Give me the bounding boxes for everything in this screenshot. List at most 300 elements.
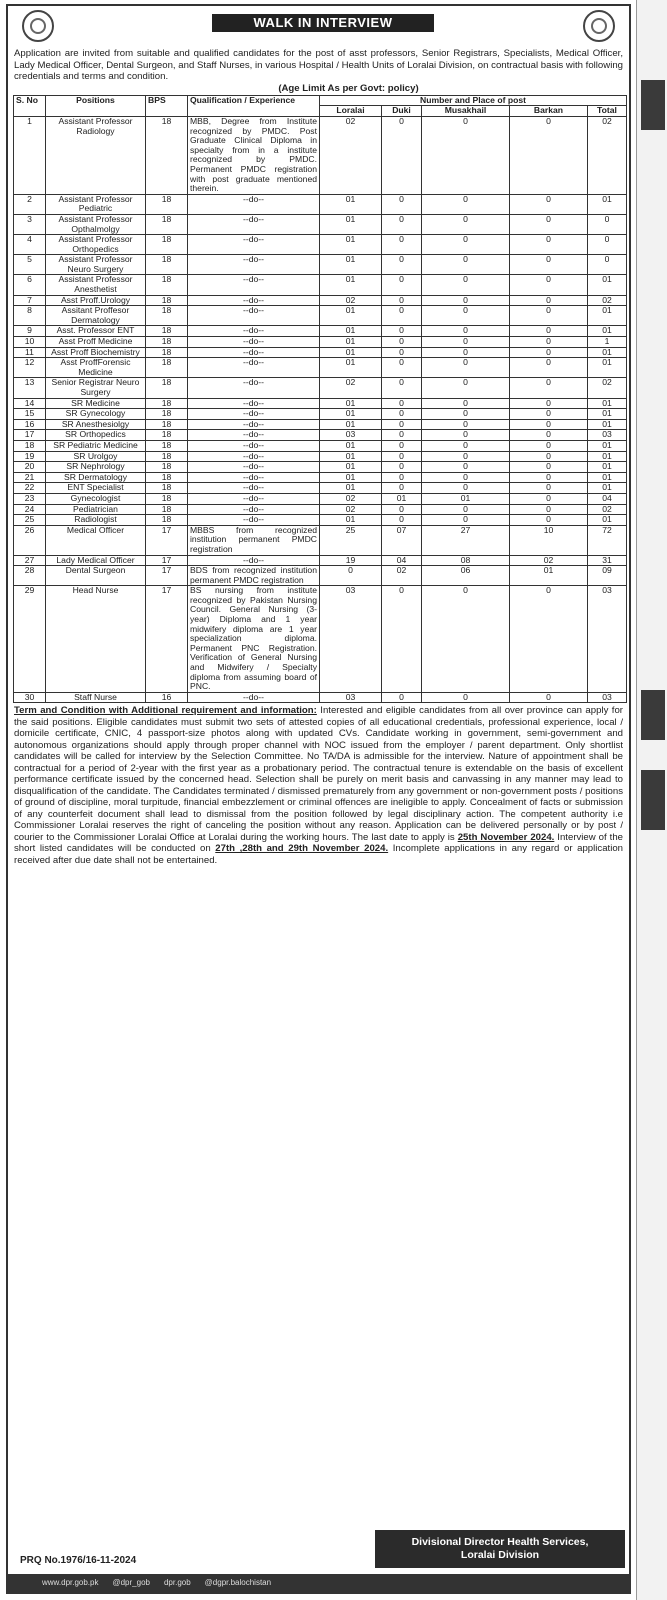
table-row xyxy=(14,358,627,378)
cell-barkan: 0 xyxy=(510,409,588,420)
cell-qual: MBB, Degree from Institute recognized by PMDC. Post Graduate Clinical Diploma in specialty from in a institute recognized by PMDC. Permanent PMDC registration with post graduate mentioned therein. xyxy=(188,116,320,194)
cell-musakhail: 0 xyxy=(422,347,510,358)
cell-position: Medical Officer xyxy=(46,525,146,555)
cell-sno: 5 xyxy=(14,255,46,275)
social-links-bar xyxy=(8,1574,629,1592)
cell-bps: 18 xyxy=(146,398,188,409)
cell-loralai: 01 xyxy=(320,347,382,358)
interview-dates: 27th ,28th and 29th November 2024. xyxy=(215,843,389,855)
cell-sno: 4 xyxy=(14,235,46,255)
cell-duki: 0 xyxy=(382,398,422,409)
cell-bps: 18 xyxy=(146,504,188,515)
cell-loralai: 01 xyxy=(320,409,382,420)
cell-bps: 18 xyxy=(146,326,188,337)
social-link[interactable]: @dgpr.balochistan xyxy=(204,1578,272,1587)
cell-total: 1 xyxy=(588,337,627,348)
adjacent-dark-block xyxy=(641,690,665,740)
page-title: WALK IN INTERVIEW xyxy=(212,14,434,32)
cell-bps: 17 xyxy=(146,555,188,566)
social-link[interactable]: @dpr_gob xyxy=(112,1578,150,1587)
cell-bps: 17 xyxy=(146,586,188,693)
cell-total: 01 xyxy=(588,515,627,526)
cell-qual: --do-- xyxy=(188,419,320,430)
cell-sno: 6 xyxy=(14,275,46,295)
cell-bps: 18 xyxy=(146,493,188,504)
cell-sno: 20 xyxy=(14,462,46,473)
cell-sno: 10 xyxy=(14,337,46,348)
cell-position: Asst. Professor ENT xyxy=(46,326,146,337)
table-row xyxy=(14,337,627,348)
cell-barkan: 10 xyxy=(510,525,588,555)
adjacent-page-edge xyxy=(636,0,667,1600)
cell-qual: --do-- xyxy=(188,194,320,214)
cell-total: 01 xyxy=(588,451,627,462)
cell-position: SR Gynecology xyxy=(46,409,146,420)
cell-duki: 0 xyxy=(382,194,422,214)
cell-barkan: 0 xyxy=(510,214,588,234)
table-row xyxy=(14,347,627,358)
social-link[interactable]: dpr.gob xyxy=(163,1578,191,1587)
cell-loralai: 02 xyxy=(320,295,382,306)
cell-sno: 18 xyxy=(14,440,46,451)
cell-bps: 18 xyxy=(146,419,188,430)
cell-musakhail: 0 xyxy=(422,462,510,473)
cell-duki: 0 xyxy=(382,255,422,275)
cell-duki: 0 xyxy=(382,116,422,194)
cell-duki: 0 xyxy=(382,483,422,494)
table-row xyxy=(14,326,627,337)
cell-musakhail: 0 xyxy=(422,358,510,378)
terms-and-conditions xyxy=(8,703,629,866)
cell-loralai: 02 xyxy=(320,493,382,504)
cell-qual: --do-- xyxy=(188,255,320,275)
header-total: Total xyxy=(588,106,627,117)
cell-musakhail: 0 xyxy=(422,116,510,194)
cell-total: 01 xyxy=(588,409,627,420)
cell-qual: BDS from recognized institution permanent PMDC registration xyxy=(188,566,320,586)
cell-qual: --do-- xyxy=(188,275,320,295)
cell-musakhail: 0 xyxy=(422,306,510,326)
cell-musakhail: 0 xyxy=(422,326,510,337)
table-row xyxy=(14,472,627,483)
cell-qual: --do-- xyxy=(188,306,320,326)
cell-bps: 18 xyxy=(146,358,188,378)
cell-total: 01 xyxy=(588,472,627,483)
cell-position: SR Orthopedics xyxy=(46,430,146,441)
cell-total: 09 xyxy=(588,566,627,586)
cell-position: SR Nephrology xyxy=(46,462,146,473)
cell-position: Assistant Professor Pediatric xyxy=(46,194,146,214)
cell-duki: 0 xyxy=(382,337,422,348)
table-row xyxy=(14,451,627,462)
table-row xyxy=(14,419,627,430)
cell-total: 02 xyxy=(588,116,627,194)
cell-musakhail: 0 xyxy=(422,692,510,703)
cell-barkan: 0 xyxy=(510,255,588,275)
cell-position: Senior Registrar Neuro Surgery xyxy=(46,378,146,398)
cell-position: Gynecologist xyxy=(46,493,146,504)
cell-loralai: 01 xyxy=(320,515,382,526)
cell-position: Lady Medical Officer xyxy=(46,555,146,566)
cell-loralai: 01 xyxy=(320,337,382,348)
cell-duki: 0 xyxy=(382,451,422,462)
interview-text: Interview of the short listed candidates will be conducted on xyxy=(14,831,624,855)
cell-barkan: 0 xyxy=(510,306,588,326)
intro-paragraph: Application are invited from suitable and qualified candidates for the post of asst professors, Senior Registrars, Specialists, Medical Officer, Lady Medical Officer, Dental Surgeon, and Staff Nurses, in various Hospital / Health Units of Loralai Division, on contractual basis with following credentials and terms and condition. xyxy=(14,48,623,83)
cell-duki: 0 xyxy=(382,462,422,473)
cell-sno: 17 xyxy=(14,430,46,441)
cell-position: Staff Nurse xyxy=(46,692,146,703)
cell-total: 01 xyxy=(588,358,627,378)
cell-musakhail: 0 xyxy=(422,378,510,398)
cell-loralai: 02 xyxy=(320,504,382,515)
cell-total: 01 xyxy=(588,483,627,494)
cell-barkan: 0 xyxy=(510,295,588,306)
table-row xyxy=(14,295,627,306)
cell-bps: 18 xyxy=(146,472,188,483)
cell-barkan: 0 xyxy=(510,692,588,703)
cell-qual: MBBS from recognized institution permanent PMDC registration xyxy=(188,525,320,555)
cell-qual: --do-- xyxy=(188,378,320,398)
cell-barkan: 0 xyxy=(510,419,588,430)
table-row xyxy=(14,275,627,295)
cell-bps: 18 xyxy=(146,430,188,441)
cell-bps: 18 xyxy=(146,378,188,398)
cell-bps: 18 xyxy=(146,347,188,358)
cell-loralai: 01 xyxy=(320,419,382,430)
cell-total: 02 xyxy=(588,295,627,306)
posts-table xyxy=(13,95,627,704)
cell-duki: 0 xyxy=(382,378,422,398)
cell-qual: --do-- xyxy=(188,214,320,234)
header-musakhail: Musakhail xyxy=(422,106,510,117)
cell-total: 01 xyxy=(588,398,627,409)
cell-bps: 18 xyxy=(146,235,188,255)
cell-sno: 22 xyxy=(14,483,46,494)
cell-sno: 3 xyxy=(14,214,46,234)
cell-sno: 13 xyxy=(14,378,46,398)
cell-total: 02 xyxy=(588,378,627,398)
cell-position: Head Nurse xyxy=(46,586,146,693)
cell-position: SR Pediatric Medicine xyxy=(46,440,146,451)
cell-qual: --do-- xyxy=(188,337,320,348)
cell-qual: --do-- xyxy=(188,235,320,255)
table-row xyxy=(14,462,627,473)
table-row xyxy=(14,483,627,494)
cell-total: 01 xyxy=(588,326,627,337)
cell-sno: 27 xyxy=(14,555,46,566)
cell-sno: 1 xyxy=(14,116,46,194)
cell-total: 0 xyxy=(588,255,627,275)
header-bps: BPS xyxy=(146,95,188,116)
cell-barkan: 0 xyxy=(510,358,588,378)
cell-musakhail: 0 xyxy=(422,440,510,451)
cell-total: 04 xyxy=(588,493,627,504)
cell-duki: 0 xyxy=(382,692,422,703)
cell-total: 0 xyxy=(588,214,627,234)
table-row xyxy=(14,306,627,326)
cell-sno: 23 xyxy=(14,493,46,504)
advertisement xyxy=(6,4,631,1594)
cell-musakhail: 0 xyxy=(422,255,510,275)
cell-musakhail: 0 xyxy=(422,586,510,693)
cell-loralai: 01 xyxy=(320,326,382,337)
social-link[interactable]: www.dpr.gob.pk xyxy=(42,1578,99,1587)
cell-qual: --do-- xyxy=(188,555,320,566)
table-row xyxy=(14,525,627,555)
cell-position: SR Dermatology xyxy=(46,472,146,483)
cell-position: Asst Proff Biochemistry xyxy=(46,347,146,358)
cell-bps: 18 xyxy=(146,275,188,295)
table-row xyxy=(14,692,627,703)
header-duki: Duki xyxy=(382,106,422,117)
header-sno: S. No xyxy=(14,95,46,116)
header-place-group: Number and Place of post xyxy=(320,95,627,106)
cell-barkan: 02 xyxy=(510,555,588,566)
cell-qual: --do-- xyxy=(188,692,320,703)
cell-loralai: 01 xyxy=(320,255,382,275)
cell-position: Assistant Professor Orthopedics xyxy=(46,235,146,255)
cell-sno: 24 xyxy=(14,504,46,515)
cell-duki: 0 xyxy=(382,306,422,326)
cell-qual: --do-- xyxy=(188,430,320,441)
cell-barkan: 0 xyxy=(510,194,588,214)
cell-bps: 18 xyxy=(146,116,188,194)
cell-sno: 19 xyxy=(14,451,46,462)
cell-qual: --do-- xyxy=(188,326,320,337)
cell-loralai: 02 xyxy=(320,378,382,398)
table-row xyxy=(14,235,627,255)
cell-bps: 18 xyxy=(146,515,188,526)
cell-duki: 01 xyxy=(382,493,422,504)
prq-number: PRQ No.1976/16-11-2024 xyxy=(20,1555,137,1566)
cell-duki: 0 xyxy=(382,275,422,295)
cell-duki: 0 xyxy=(382,515,422,526)
cell-duki: 0 xyxy=(382,504,422,515)
cell-loralai: 01 xyxy=(320,358,382,378)
cell-loralai: 01 xyxy=(320,462,382,473)
cell-loralai: 25 xyxy=(320,525,382,555)
adjacent-dark-block xyxy=(641,80,665,130)
cell-musakhail: 0 xyxy=(422,504,510,515)
cell-loralai: 01 xyxy=(320,235,382,255)
cell-sno: 25 xyxy=(14,515,46,526)
cell-sno: 9 xyxy=(14,326,46,337)
cell-loralai: 01 xyxy=(320,194,382,214)
cell-duki: 07 xyxy=(382,525,422,555)
cell-musakhail: 0 xyxy=(422,430,510,441)
cell-loralai: 01 xyxy=(320,214,382,234)
cell-qual: --do-- xyxy=(188,472,320,483)
cell-barkan: 0 xyxy=(510,515,588,526)
cell-loralai: 01 xyxy=(320,472,382,483)
table-row xyxy=(14,378,627,398)
cell-position: Pediatrician xyxy=(46,504,146,515)
cell-qual: --do-- xyxy=(188,358,320,378)
cell-musakhail: 0 xyxy=(422,409,510,420)
table-row xyxy=(14,409,627,420)
cell-position: Asst Proff.Urology xyxy=(46,295,146,306)
cell-duki: 02 xyxy=(382,566,422,586)
cell-barkan: 0 xyxy=(510,337,588,348)
cell-position: Dental Surgeon xyxy=(46,566,146,586)
cell-qual: --do-- xyxy=(188,515,320,526)
cell-barkan: 0 xyxy=(510,235,588,255)
cell-musakhail: 0 xyxy=(422,275,510,295)
table-row xyxy=(14,440,627,451)
cell-loralai: 01 xyxy=(320,275,382,295)
cell-total: 01 xyxy=(588,347,627,358)
cell-position: SR Medicine xyxy=(46,398,146,409)
cell-total: 03 xyxy=(588,430,627,441)
cell-bps: 18 xyxy=(146,214,188,234)
cell-bps: 18 xyxy=(146,409,188,420)
government-emblem-icon xyxy=(22,10,54,42)
cell-duki: 04 xyxy=(382,555,422,566)
cell-loralai: 19 xyxy=(320,555,382,566)
cell-bps: 18 xyxy=(146,462,188,473)
cell-duki: 0 xyxy=(382,409,422,420)
terms-heading: Term and Condition with Additional requirement and information: xyxy=(14,705,317,717)
cell-total: 01 xyxy=(588,306,627,326)
cell-qual: --do-- xyxy=(188,347,320,358)
cell-duki: 0 xyxy=(382,326,422,337)
header xyxy=(8,6,629,50)
cell-loralai: 0 xyxy=(320,566,382,586)
health-department-emblem-icon xyxy=(583,10,615,42)
cell-qual: --do-- xyxy=(188,409,320,420)
cell-bps: 18 xyxy=(146,440,188,451)
cell-barkan: 0 xyxy=(510,451,588,462)
cell-duki: 0 xyxy=(382,440,422,451)
cell-musakhail: 06 xyxy=(422,566,510,586)
cell-barkan: 0 xyxy=(510,440,588,451)
cell-duki: 0 xyxy=(382,358,422,378)
cell-loralai: 03 xyxy=(320,586,382,693)
cell-barkan: 0 xyxy=(510,116,588,194)
cell-total: 0 xyxy=(588,235,627,255)
cell-bps: 18 xyxy=(146,255,188,275)
cell-qual: --do-- xyxy=(188,295,320,306)
cell-musakhail: 0 xyxy=(422,483,510,494)
cell-sno: 7 xyxy=(14,295,46,306)
cell-qual: --do-- xyxy=(188,451,320,462)
cell-sno: 21 xyxy=(14,472,46,483)
cell-loralai: 02 xyxy=(320,116,382,194)
cell-barkan: 0 xyxy=(510,483,588,494)
table-row xyxy=(14,504,627,515)
cell-barkan: 0 xyxy=(510,586,588,693)
cell-qual: --do-- xyxy=(188,462,320,473)
cell-musakhail: 0 xyxy=(422,398,510,409)
table-row xyxy=(14,430,627,441)
cell-loralai: 01 xyxy=(320,440,382,451)
table-row xyxy=(14,255,627,275)
terms-closing: Incomplete applications in any regard or application received after due date shall not be entertained. xyxy=(14,843,623,866)
cell-duki: 0 xyxy=(382,472,422,483)
cell-bps: 16 xyxy=(146,692,188,703)
adjacent-dark-block xyxy=(641,770,665,830)
cell-sno: 30 xyxy=(14,692,46,703)
table-row xyxy=(14,194,627,214)
cell-loralai: 01 xyxy=(320,451,382,462)
cell-loralai: 01 xyxy=(320,306,382,326)
cell-position: Asst Proff Medicine xyxy=(46,337,146,348)
signatory-block xyxy=(375,1530,625,1568)
cell-loralai: 01 xyxy=(320,483,382,494)
cell-bps: 18 xyxy=(146,451,188,462)
cell-bps: 17 xyxy=(146,525,188,555)
table-row xyxy=(14,398,627,409)
cell-bps: 18 xyxy=(146,306,188,326)
cell-barkan: 0 xyxy=(510,504,588,515)
cell-loralai: 01 xyxy=(320,398,382,409)
age-limit-note: (Age Limit As per Govt: policy) xyxy=(278,82,419,94)
cell-duki: 0 xyxy=(382,235,422,255)
cell-sno: 16 xyxy=(14,419,46,430)
cell-barkan: 0 xyxy=(510,378,588,398)
table-row xyxy=(14,555,627,566)
cell-position: Assistant Professor Opthalmolgy xyxy=(46,214,146,234)
cell-sno: 8 xyxy=(14,306,46,326)
terms-body: Interested and eligible candidates from all over province can apply for the said positions. Eligible candidates must submit two sets of attested copies of all educational credentials, professional experience, local / domicile certificate, CNIC, 4 passport-size photos along with updated CVs. Candidate working in government, semi-government and autonomous organizations should apply through proper channel with NOC issued from the employer / parent department. Only shortlist candidates will be called for interview by the Selection Committee. No TA/DA is admissible for the interview. Nature of appointment shall be contractual for a period of 2-year with the first year as a probationary period. The contractual tenure is extendable on the basis of excellent performance certificate issued by the concerned head. Selection shall be purely on merit basis and canvassing in any manner may lead to disqualification of the candidate. The Candidates terminated / dismissed prematurely from any government or non-government posts / positions of ground of discipline, moral turpitude, financial embezzlement or criminal offences are ineligible to apply. Concealment of facts or submission of any counterfeit document shall lead to dismissal from the position followed by legal disciplinary action. The competent authority i.e Commissioner Loralai reserves the right of canceling the position without any reason. Application can be delivered personally or by post / courier to the Commissioner Loralai Office at Loralai during the working hours. The last date to apply is xyxy=(14,705,623,843)
cell-position: Assitant Proffesor Dermatology xyxy=(46,306,146,326)
cell-musakhail: 0 xyxy=(422,419,510,430)
footer xyxy=(8,1532,629,1592)
cell-total: 31 xyxy=(588,555,627,566)
cell-qual: --do-- xyxy=(188,504,320,515)
cell-position: Assistant Professor Radiology xyxy=(46,116,146,194)
cell-total: 02 xyxy=(588,504,627,515)
cell-duki: 0 xyxy=(382,295,422,306)
cell-bps: 18 xyxy=(146,295,188,306)
cell-barkan: 0 xyxy=(510,275,588,295)
table-row xyxy=(14,515,627,526)
cell-loralai: 03 xyxy=(320,692,382,703)
cell-position: SR Urolgoy xyxy=(46,451,146,462)
cell-total: 01 xyxy=(588,419,627,430)
cell-position: Assistant Professor Neuro Surgery xyxy=(46,255,146,275)
cell-position: SR Anesthesiolgy xyxy=(46,419,146,430)
cell-bps: 17 xyxy=(146,566,188,586)
cell-barkan: 0 xyxy=(510,347,588,358)
cell-barkan: 0 xyxy=(510,462,588,473)
cell-duki: 0 xyxy=(382,347,422,358)
cell-qual: BS nursing from institute recognized by Pakistan Nursing Council. General Nursing (3-year) Diploma and 1 year midwifery diploma are 1 year specialization diploma. Permanent PNC Registration. Verification of General Nursing and Midwifery / Specialty diploma from assuming board of PNC. xyxy=(188,586,320,693)
last-date: 25th November 2024. xyxy=(457,831,555,843)
table-header-row xyxy=(14,95,627,106)
cell-duki: 0 xyxy=(382,430,422,441)
cell-musakhail: 0 xyxy=(422,472,510,483)
cell-barkan: 0 xyxy=(510,430,588,441)
cell-total: 01 xyxy=(588,440,627,451)
cell-bps: 18 xyxy=(146,483,188,494)
cell-sno: 29 xyxy=(14,586,46,693)
cell-sno: 26 xyxy=(14,525,46,555)
cell-total: 01 xyxy=(588,462,627,473)
cell-duki: 0 xyxy=(382,586,422,693)
cell-sno: 15 xyxy=(14,409,46,420)
table-row xyxy=(14,566,627,586)
cell-barkan: 0 xyxy=(510,493,588,504)
cell-position: Radiologist xyxy=(46,515,146,526)
cell-sno: 28 xyxy=(14,566,46,586)
cell-musakhail: 0 xyxy=(422,451,510,462)
cell-barkan: 01 xyxy=(510,566,588,586)
signatory-line2: Loralai Division xyxy=(460,1549,540,1561)
cell-total: 01 xyxy=(588,275,627,295)
cell-sno: 11 xyxy=(14,347,46,358)
